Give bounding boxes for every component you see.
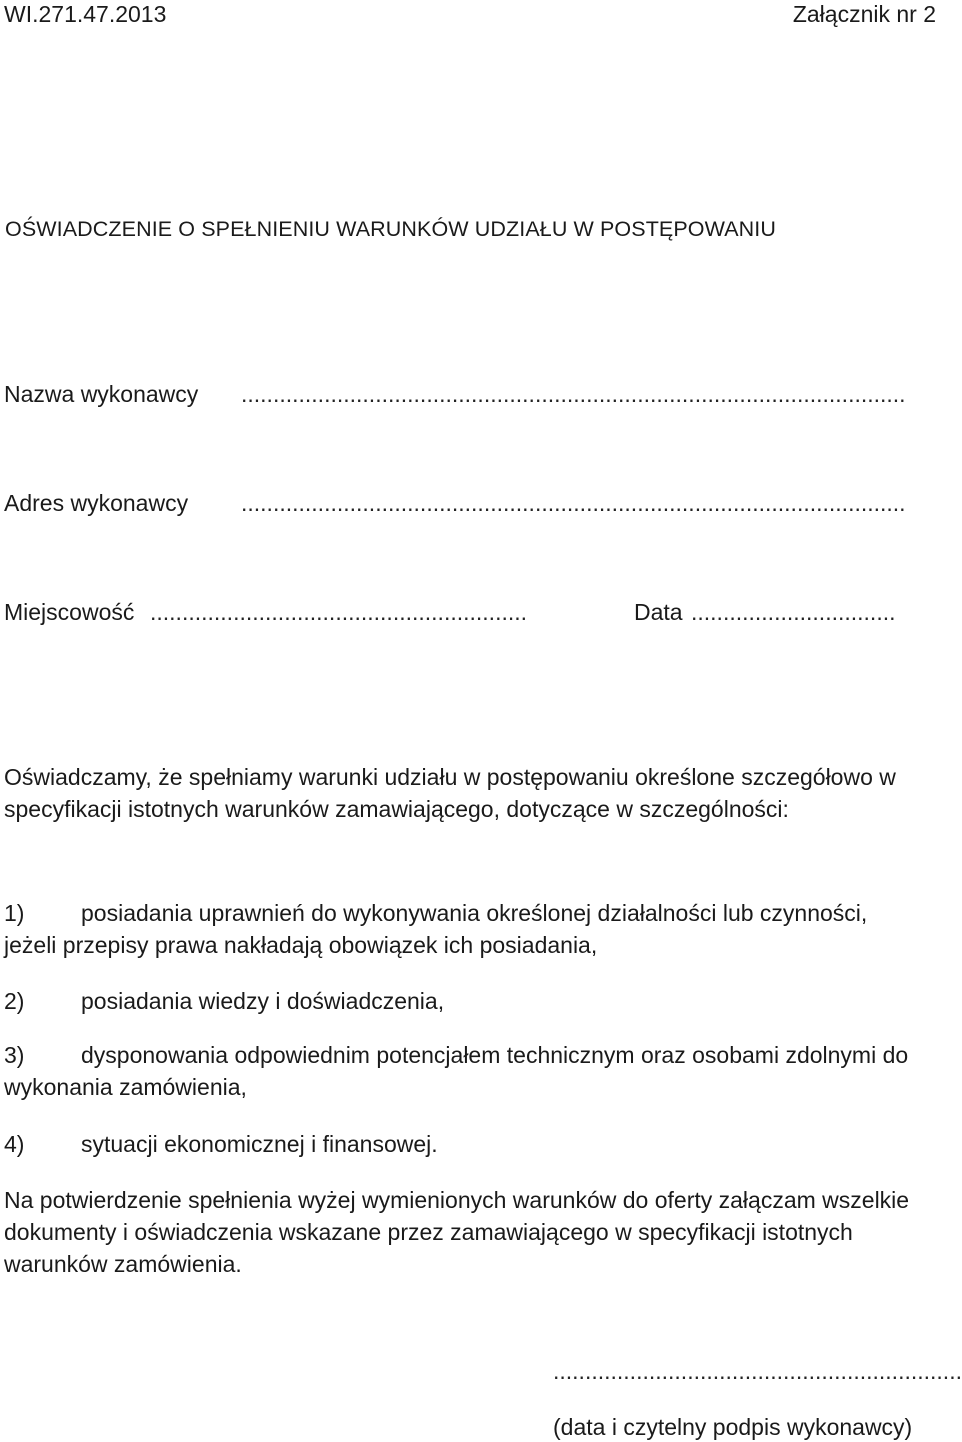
contractor-name-field[interactable]: ........................................................................................................ — [241, 381, 906, 407]
list-item-text: posiadania wiedzy i doświadczenia, — [81, 988, 445, 1014]
annex-number: Załącznik nr 2 — [792, 1, 936, 27]
signature-caption: (data i czytelny podpis wykonawcy) — [553, 1414, 913, 1440]
city-field[interactable]: ........................................................... — [150, 599, 528, 625]
list-item-number: 1) — [4, 900, 25, 926]
date-label: Data — [634, 599, 683, 625]
city-label: Miejscowość — [4, 599, 135, 625]
list-item-text: dysponowania odpowiednim potencjałem technicznym oraz osobami zdolnymi do — [81, 1042, 909, 1068]
list-item-continuation: wykonania zamówienia, — [4, 1074, 247, 1100]
contractor-name-label: Nazwa wykonawcy — [4, 381, 199, 407]
statement-intro: Oświadczamy, że spełniamy warunki udziału w postępowaniu określone szczegółowo w specyfikacji istotnych warunków zamawiającego, dotyczące w szczególności: — [4, 764, 896, 822]
list-item-number: 3) — [4, 1042, 25, 1068]
statement-closing: Na potwierdzenie spełnienia wyżej wymienionych warunków do oferty załączam wszelkie dokumenty i oświadczenia wskazane przez zamawiającego w specyfikacji istotnych warunków zamówienia. — [4, 1187, 910, 1277]
list-item — [4, 1044, 908, 1067]
contractor-address-label: Adres wykonawcy — [4, 490, 189, 516]
document-reference: WI.271.47.2013 — [4, 1, 167, 27]
document-title: OŚWIADCZENIE O SPEŁNIENIU WARUNKÓW UDZIAŁU W POSTĘPOWANIU — [5, 217, 776, 241]
list-item — [4, 902, 867, 925]
list-item-text: posiadania uprawnień do wykonywania określonej działalności lub czynności, — [81, 900, 868, 926]
date-field[interactable]: ................................ — [691, 599, 896, 625]
list-item — [4, 990, 444, 1013]
signature-line[interactable]: ................................................................ — [553, 1358, 962, 1384]
list-item-number: 4) — [4, 1131, 25, 1157]
list-item — [4, 1133, 438, 1156]
list-item-text: sytuacji ekonomicznej i finansowej. — [81, 1131, 438, 1157]
list-item-number: 2) — [4, 988, 25, 1014]
contractor-address-field[interactable]: ........................................................................................................ — [241, 490, 906, 516]
list-item-continuation: jeżeli przepisy prawa nakładają obowiązek ich posiadania, — [4, 932, 598, 958]
